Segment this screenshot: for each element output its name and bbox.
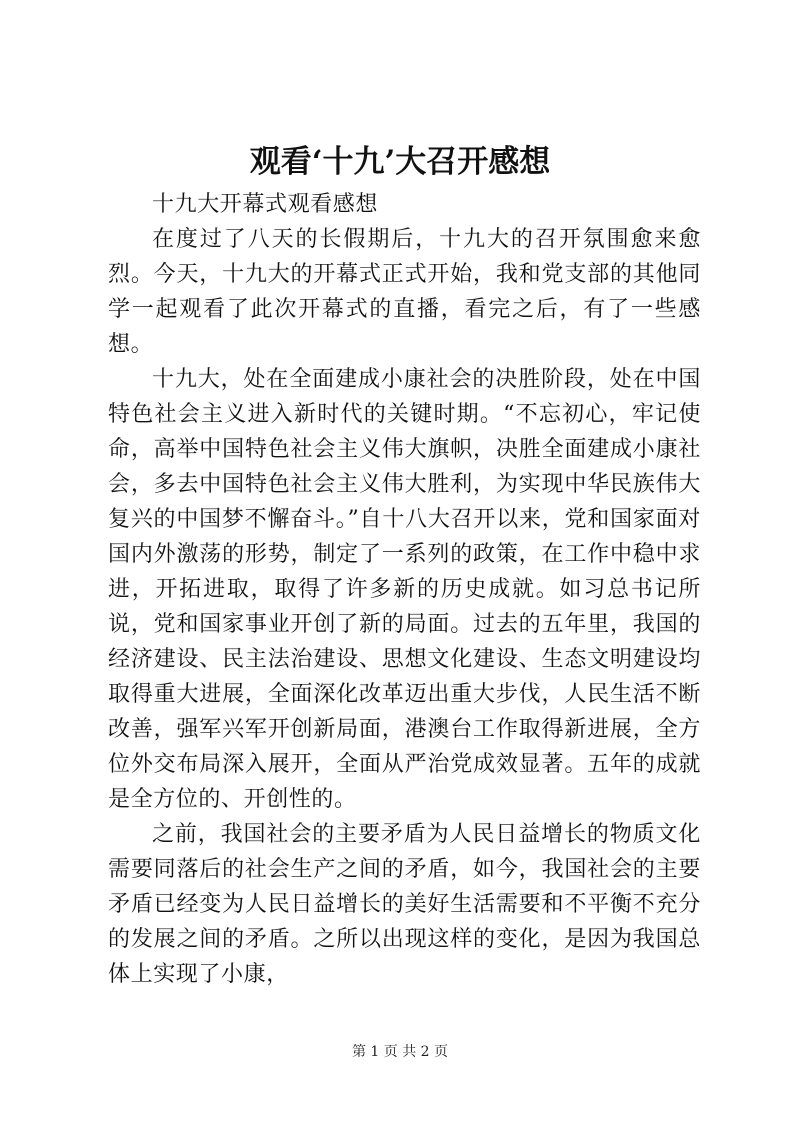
paragraph-2: 十九大，处在全面建成小康社会的决胜阶段，处在中国特色社会主义进入新时代的关键时期。“不忘初心，牢记使命，高举中国特色社会主义伟大旗帜，决胜全面建成小康社会，多去中国特色社会主义伟大胜利，为实现中华民族伟大复兴的中国梦不懈奋斗。”自十八大召开以来，党和国家面对国内外激荡的形势，制定了一系列的政策，在工作中稳中求进，开拓进取，取得了许多新的历史成就。如习总书记所说，党和国家事业开创了新的局面。过去的五年里，我国的经济建设、民主法治建设、思想文化建设、生态文明建设均取得重大进展，全面深化改革迈出重大步伐，人民生活不断改善，强军兴军开创新局面，港澳台工作取得新进展，全方位外交布局深入展开，全面从严治党成效显著。五年的成就是全方位的、开创性的。 (108, 367, 701, 812)
page-number-footer: 第 1 页 共 2 页 (351, 1044, 449, 1060)
paragraph-1: 在度过了八天的长假期后，十九大的召开氛围愈来愈烈。今天，十九大的开幕式正式开始，我和党支部的其他同学一起观看了此次开幕式的直播，看完之后，有了一些感想。 (108, 227, 701, 357)
document-body (108, 187, 701, 992)
document-subtitle: 十九大开幕式观看感想 (152, 192, 379, 217)
document-title: 观看‘十九’大召开感想 (249, 144, 551, 180)
paragraph-3: 之前，我国社会的主要矛盾为人民日益增长的物质文化需要同落后的社会生产之间的矛盾，如今，我国社会的主要矛盾已经变为人民日益增长的美好生活需要和不平衡不充分的发展之间的矛盾。之所以出现这样的变化，是因为我国总体上实现了小康， (108, 822, 701, 987)
